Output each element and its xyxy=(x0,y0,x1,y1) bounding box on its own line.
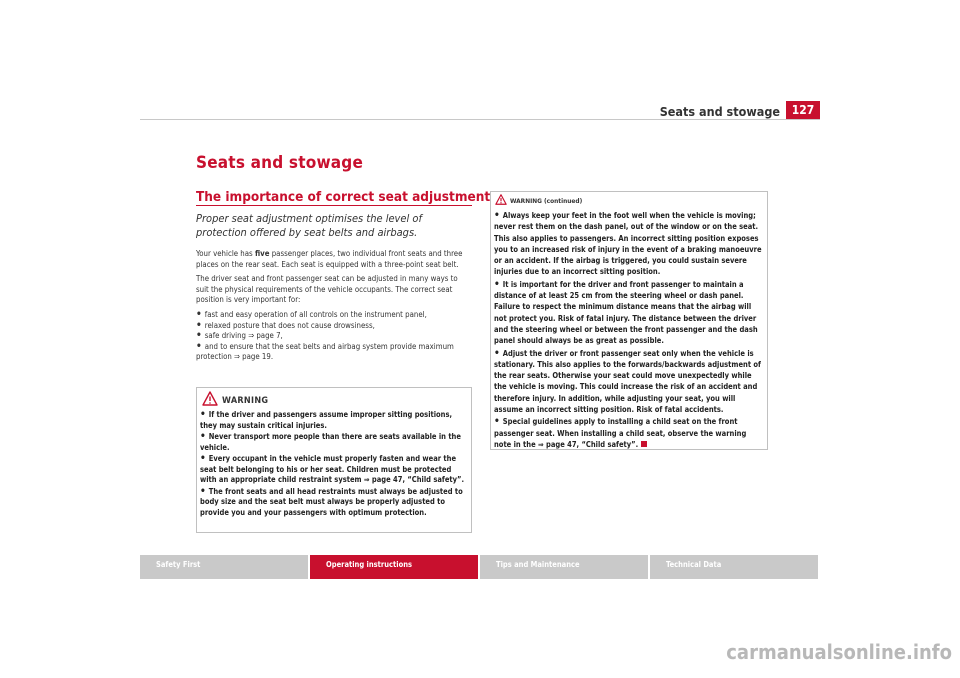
section-end-icon xyxy=(641,441,647,447)
section-divider xyxy=(196,205,472,206)
emphasis-five: five xyxy=(254,249,270,258)
list-item: • If the driver and passengers assume improper sitting positions, they may sustain critical injuries. xyxy=(200,409,453,430)
warning-label: WARNING xyxy=(222,396,269,406)
tab-operating-instructions[interactable]: Operating instructions xyxy=(310,555,478,579)
lead-paragraph: Proper seat adjustment optimises the level of protection offered by seat belts and airbags. xyxy=(196,212,422,239)
warning-body xyxy=(491,210,767,450)
warning-triangle-icon xyxy=(495,194,507,205)
bullet-icon: • xyxy=(200,409,206,420)
bullet-icon: • xyxy=(196,308,202,320)
bullet-icon: • xyxy=(200,453,206,464)
running-header-title: Seats and stowage xyxy=(659,104,780,119)
tab-tips-and-maintenance[interactable]: Tips and Maintenance xyxy=(480,555,648,579)
intro-paragraph: Your vehicle has five passenger places, two individual front seats and three places on the rear seat. Each seat is equipped with a three-point seat belt. xyxy=(196,249,463,269)
list-item: • Never transport more people than there are seats available in the vehicle. xyxy=(200,431,461,452)
warning-label: WARNING (continued) xyxy=(510,197,583,205)
bullet-icon: • xyxy=(196,319,202,331)
list-item: • and to ensure that the seat belts and airbag system provide maximum protection ⇒ page 19. xyxy=(196,340,454,362)
adjustment-paragraph: The driver seat and front passenger seat can be adjusted in many ways to suit the physical requirements of the vehicle occupants. The correct seat position is very important for: xyxy=(196,274,458,305)
watermark: carmanualsonline.info xyxy=(726,640,952,664)
list-item: • Always keep your feet in the foot well when the vehicle is moving; never rest them on the dash panel, out of the window or on the seat. This also applies to passengers. An incorrect sitting position exposes you to an increased risk of injury in the event of a braking manoeuvre or an accident. If the airbag is triggered, you could sustain severe injuries due to an incorrect sitting position. xyxy=(494,210,762,277)
list-item: • It is important for the driver and front passenger to maintain a distance of at least 25 cm from the steering wheel or dash panel. Failure to respect the minimum distance means that the airbag will not protect you. Risk of fatal injury. The distance between the driver and the steering wheel or between the front passenger and the dash panel should always be as great as possible. xyxy=(494,278,758,346)
chapter-tabs xyxy=(140,555,820,579)
list-item: • safe driving ⇒ page 7, xyxy=(196,330,283,342)
bullet-icon: • xyxy=(200,485,206,497)
tab-technical-data[interactable]: Technical Data xyxy=(650,555,818,579)
bullet-icon: • xyxy=(196,340,202,352)
warning-body xyxy=(197,410,471,518)
bullet-icon: • xyxy=(494,278,500,290)
bullet-icon: • xyxy=(494,416,500,428)
list-item: • Special guidelines apply to installing a child seat on the front passenger seat. When installing a child seat, observe the warning note in the ⇒ page 47, “Child safety”. xyxy=(494,416,747,449)
section-title: The importance of correct seat adjustment xyxy=(196,189,491,205)
list-item: • The front seats and all head restraints must always be adjusted to body size and the seat belt must always be properly adjusted to provide you and your passengers with optimum protection. xyxy=(200,485,463,517)
bullet-icon: • xyxy=(196,330,202,342)
warning-header xyxy=(491,192,767,210)
list-item: • fast and easy operation of all controls on the instrument panel, xyxy=(196,308,427,320)
list-item: • relaxed posture that does not cause drowsiness, xyxy=(196,319,375,331)
bullet-icon: • xyxy=(200,431,206,442)
warning-continued-box xyxy=(490,191,768,450)
tab-safety-first[interactable]: Safety First xyxy=(140,555,308,579)
list-item: • Adjust the driver or front passenger seat only when the vehicle is stationary. This also applies to the forwards/backwards adjustment of the rear seats. Otherwise your seat could move unexpectedly while the vehicle is moving. This could increase the risk of an accident and therefore injury. In addition, while adjusting your seat, you will assume an incorrect sitting position. Risk of fatal accidents. xyxy=(494,347,761,415)
warning-header xyxy=(197,388,471,410)
body-text xyxy=(196,249,472,363)
page-number: 127 xyxy=(786,101,820,119)
list-item: • Every occupant in the vehicle must properly fasten and wear the seat belt belonging to his or her seat. Children must be protected with an appropriate child restraint system ⇒ page 47, “Child safety”. xyxy=(200,453,465,484)
header-divider xyxy=(140,119,820,120)
bullet-icon: • xyxy=(494,347,500,359)
warning-box xyxy=(196,387,472,533)
warning-triangle-icon xyxy=(202,391,218,406)
bullet-icon: • xyxy=(494,210,500,221)
chapter-title: Seats and stowage xyxy=(196,153,364,173)
